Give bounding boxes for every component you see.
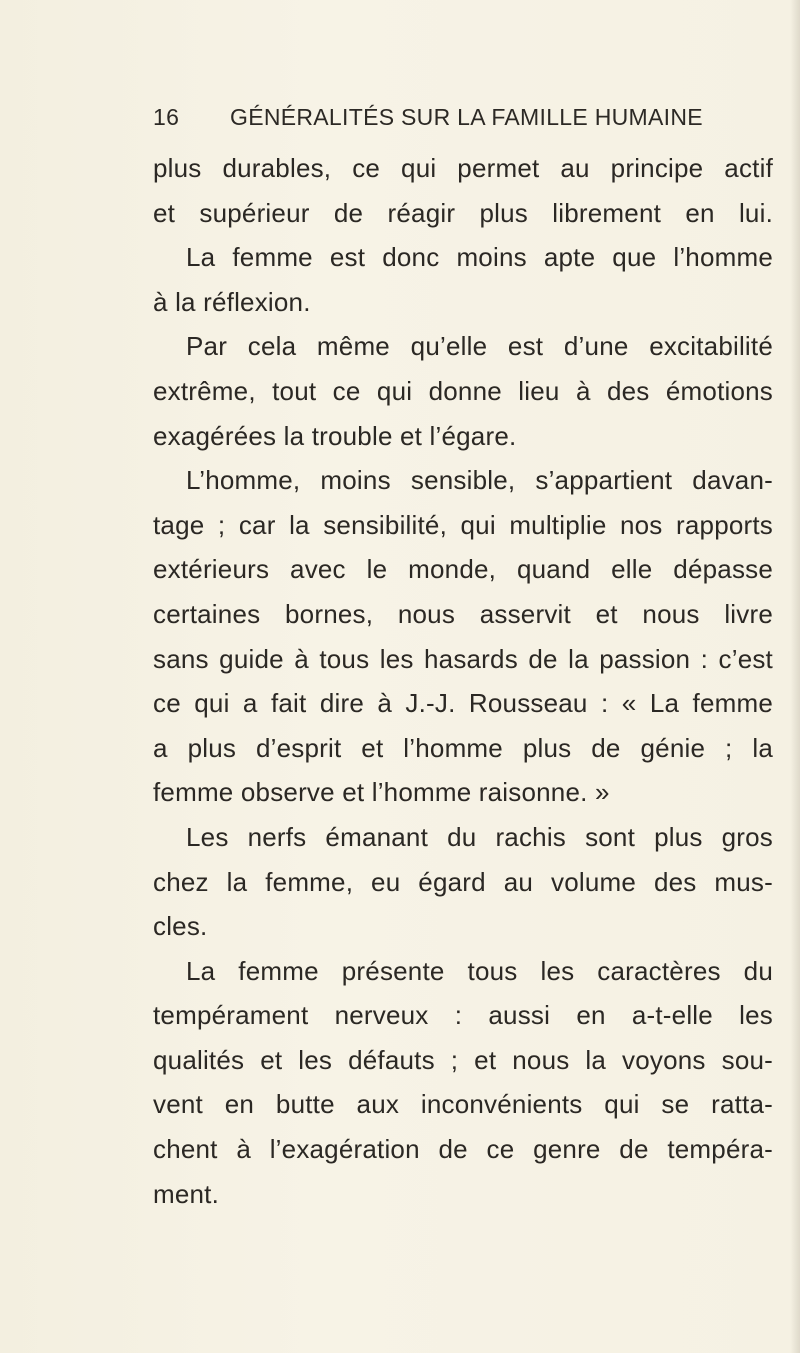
text-line: plus durables, ce qui permet au principe actif [153, 153, 773, 183]
page-header [153, 104, 773, 140]
text-line: femme observe et l’homme raisonne. » [153, 777, 610, 808]
text-line: Par cela même qu’elle est d’une excitabilité [186, 331, 773, 362]
text-line: à la réflexion. [153, 286, 311, 317]
text-line: exagérées la trouble et l’égare. [153, 420, 517, 451]
text-line: a plus d’esprit et l’homme plus de génie ; la [153, 732, 773, 763]
text-line: et supérieur de réagir plus librement en lui. [153, 197, 773, 228]
text-line: tage ; car la sensibilité, qui multiplie nos rapports [153, 509, 773, 540]
text-line: Les nerfs émanant du rachis sont plus gros [186, 821, 773, 852]
text-line: extrême, tout ce qui donne lieu à des émotions [153, 375, 773, 406]
text-line: extérieurs avec le monde, quand elle dépasse [153, 554, 773, 585]
text-line: tempérament nerveux : aussi en a-t-elle les [153, 1000, 773, 1031]
text-line: ment. [153, 1178, 220, 1209]
text-line: certaines bornes, nous asservit et nous livre [153, 598, 773, 629]
page-number: 16 [153, 104, 180, 130]
text-line: La femme est donc moins apte que l’homme [186, 242, 773, 273]
text-line: ce qui a fait dire à J.-J. Rousseau : « La femme [153, 688, 773, 719]
text-line: vent en butte aux inconvénients qui se ratta- [153, 1089, 773, 1120]
page-edge-shadow [790, 0, 800, 1353]
text-line: chez la femme, eu égard au volume des mus- [153, 866, 773, 897]
text-line: L’homme, moins sensible, s’appartient davan- [186, 465, 773, 496]
body-text [153, 146, 773, 1216]
text-line: qualités et les défauts ; et nous la voyons sou- [153, 1044, 773, 1075]
text-line: chent à l’exagération de ce genre de tempéra- [153, 1134, 773, 1165]
text-line: La femme présente tous les caractères du [186, 955, 773, 986]
running-head: GÉNÉRALITÉS SUR LA FAMILLE HUMAINE [230, 104, 703, 130]
text-line: sans guide à tous les hasards de la passion : c’est [153, 643, 773, 674]
text-line: cles. [153, 911, 208, 942]
